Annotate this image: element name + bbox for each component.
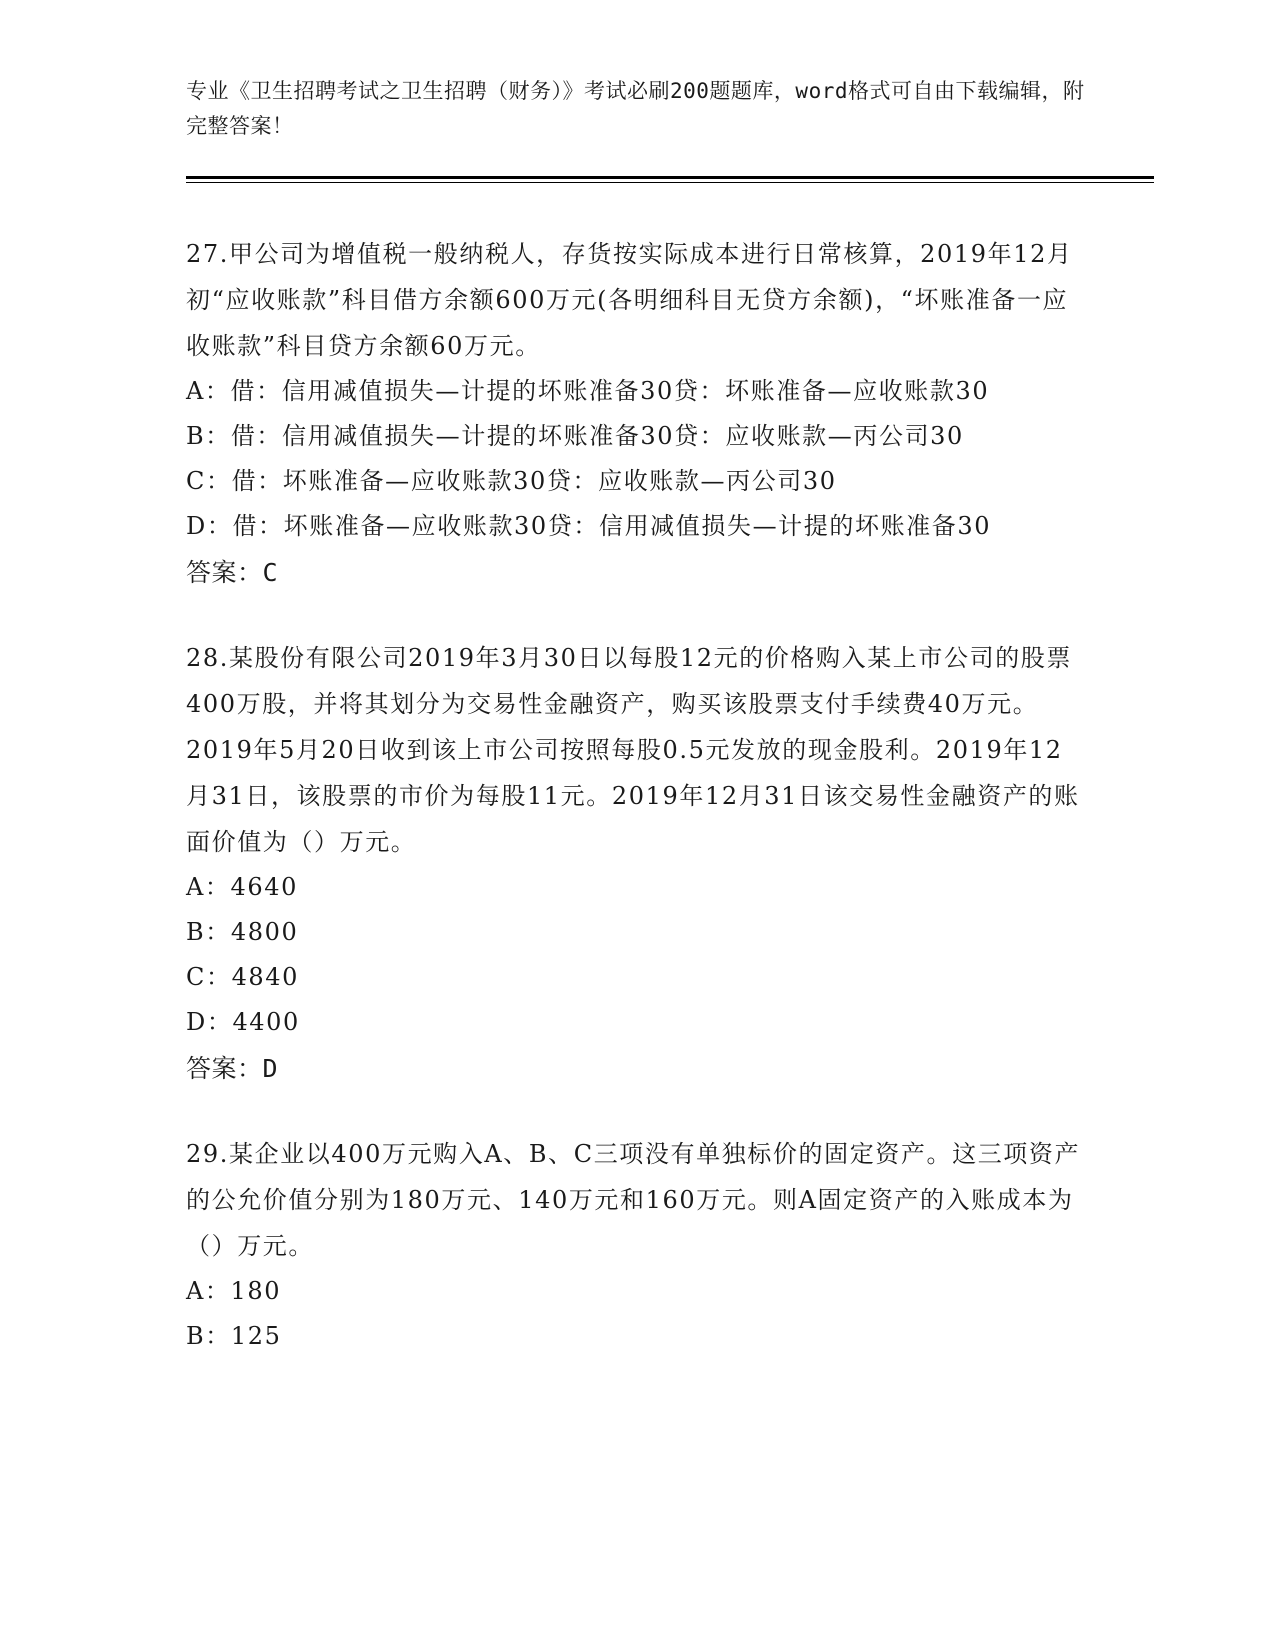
option-d: D：4400 — [186, 1008, 300, 1036]
option-b: B：4800 — [186, 918, 299, 946]
header-rule-thin — [186, 182, 1154, 183]
question-29 — [186, 1131, 1086, 1359]
option-b: B：125 — [186, 1322, 282, 1350]
option-c: C：借：坏账准备—应收账款30贷：应收账款—丙公司30 — [186, 467, 837, 495]
answer-line: 答案：D — [186, 1054, 279, 1083]
answer-line: 答案：C — [186, 558, 279, 587]
option-a: A：180 — [186, 1277, 282, 1305]
option-a: A：4640 — [186, 873, 299, 901]
question-stem: 29.某企业以400万元购入A、B、C三项没有单独标价的固定资产。这三项资产的公允价值分别为180万元、140万元和160万元。则A固定资产的入账成本为（）万元。 — [186, 1140, 1081, 1260]
option-a: A：借：信用减值损失—计提的坏账准备30贷：坏账准备—应收账款30 — [186, 377, 990, 405]
option-d: D：借：坏账准备—应收账款30贷：信用减值损失—计提的坏账准备30 — [186, 512, 992, 540]
question-stem: 28.某股份有限公司2019年3月30日以每股12元的价格购入某上市公司的股票400万股，并将其划分为交易性金融资产，购买该股票支付手续费40万元。2019年5月20日收到该上市公司按照每股0.5元发放的现金股利。2019年12月31日，该股票的市价为每股11元。2019年12月31日该交易性金融资产的账面价值为（）万元。 — [186, 644, 1080, 856]
header-rule-thick — [186, 176, 1154, 179]
question-27 — [186, 231, 1086, 597]
option-c: C：4840 — [186, 963, 300, 991]
question-stem: 27.甲公司为增值税一般纳税人，存货按实际成本进行日常核算，2019年12月初“应收账款”科目借方余额600万元(各明细科目无贷方余额)，“坏账准备一应收账款”科目贷方余额60万元。 — [186, 240, 1073, 360]
question-list — [186, 231, 1086, 1397]
option-b: B：借：信用减值损失—计提的坏账准备30贷：应收账款—丙公司30 — [186, 422, 964, 450]
document-header-title: 专业《卫生招聘考试之卫生招聘（财务）》考试必刷200题题库，word格式可自由下载编辑，附完整答案！ — [186, 79, 1085, 138]
question-28 — [186, 635, 1086, 1093]
